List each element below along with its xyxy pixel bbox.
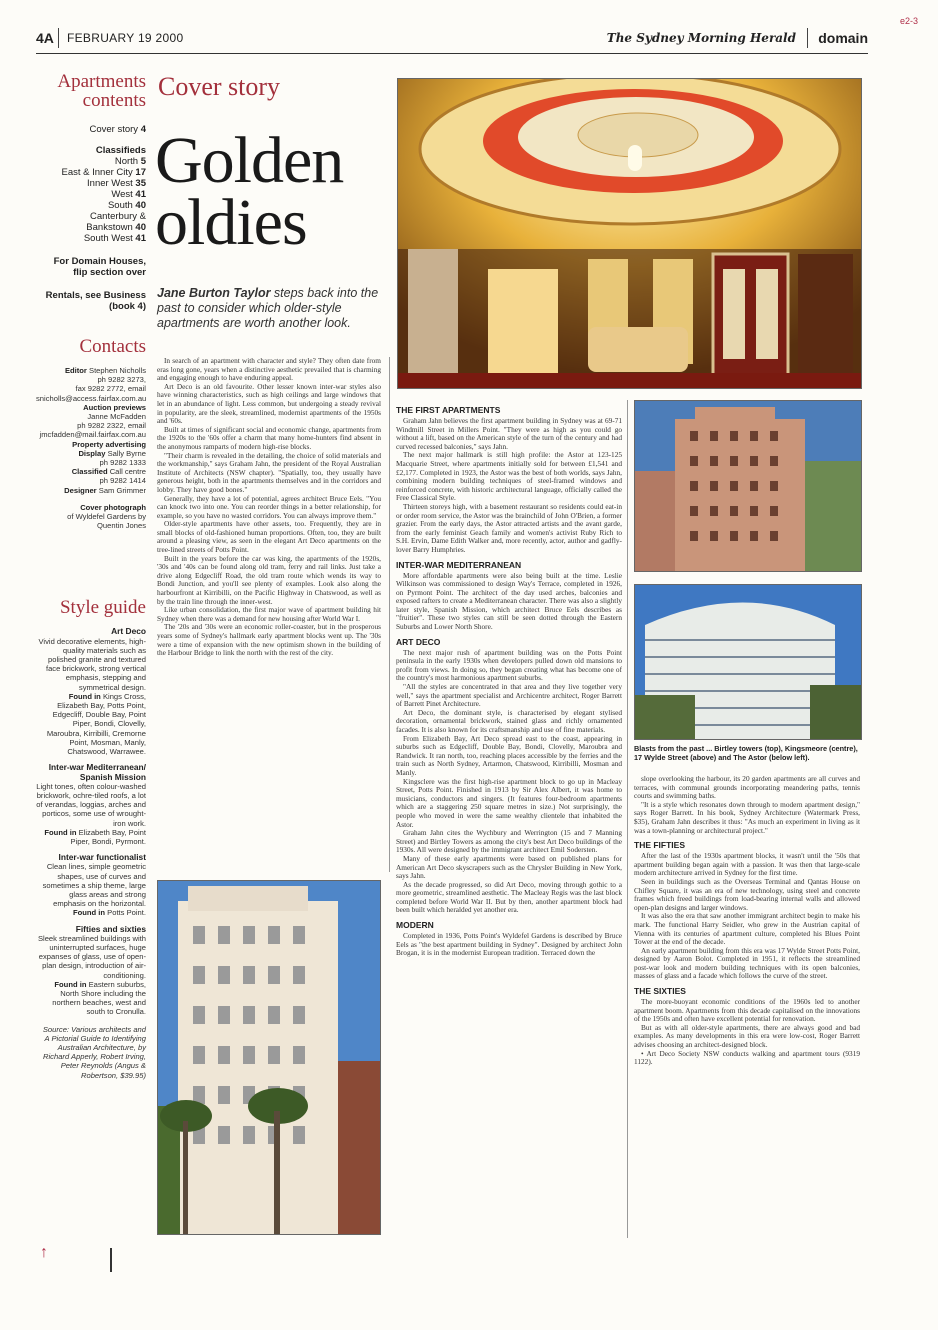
- contacts-list: [36, 366, 146, 495]
- cover-photo-credit: Cover photograph of Wyldefel Gardens by Quentin Jones: [67, 502, 146, 531]
- style-found-in: [36, 908, 146, 917]
- column-rule: [627, 400, 628, 1238]
- classifieds-item: [36, 189, 146, 200]
- contact-line: [36, 394, 146, 403]
- article-paragraph: Built at times of significant social and economic change, apartments from the 1920s to the '60s offer a charm that many home-hunters find absent in the anonymous ramparts of modern high-rise blocks.: [157, 424, 381, 451]
- article-subhead: THE FIRST APARTMENTS: [396, 405, 501, 415]
- wylde-street-image: [635, 585, 862, 740]
- contact-line: [36, 421, 146, 430]
- style-found-in: [36, 980, 146, 1017]
- article-column-1: [157, 357, 381, 872]
- contact-text: ph 9282 1414: [99, 476, 146, 486]
- left-sidebar: [36, 72, 146, 1080]
- found-places: Potts Point.: [107, 908, 146, 918]
- classifieds-page: 41: [135, 233, 146, 244]
- contact-text: jmcfadden@mail.fairfax.com.au: [39, 430, 146, 440]
- contact-line: [36, 486, 146, 495]
- found-places: Eastern suburbs, North Shore including the northern beaches, west and south to Cronulla.: [52, 979, 146, 1017]
- style-name: Fifties and sixties: [75, 923, 146, 934]
- contact-text: fax 9282 2772, email: [75, 384, 146, 394]
- contact-text: Sally Byrne: [105, 448, 146, 458]
- birtley-towers-image: [635, 401, 862, 572]
- classifieds-label: Classifieds: [95, 145, 146, 156]
- contact-text: Sam Grimmer: [96, 485, 146, 495]
- contact-text: ph 9282 3273,: [97, 375, 146, 385]
- article-paragraph: In search of an apartment with character and style? They often date from eras long gone, years when a distinctive aesthetic prevailed that is charming and engaging enough to have enduring appeal.: [157, 357, 381, 383]
- article-column-2: [396, 400, 622, 1238]
- article-paragraph: Like urban consolidation, the first major wave of apartment building hit Sydney when there was a demand for new housing after World War I.: [157, 605, 381, 623]
- article-paragraph: "It is a style which resonates down through to modern apartment design," says Roger Barrett. In his book, Sydney Architecture (Watermark Press, $35), Graham Jahn describes it thus: "As much an experiment in living as it was a town-planning or architectural project.": [634, 799, 860, 835]
- style-guide-entry: [36, 925, 146, 1017]
- article-paragraph: The '20s and '30s were an economic roller-coaster, but in the prosperous years some of Sydney's hallmark early apartment blocks went up. The '30s were a time of expansion with the new optimism shown in the building of the Harbour Bridge to link the north with the rest of the city.: [157, 622, 381, 658]
- contacts-title: Contacts: [79, 336, 146, 357]
- article-paragraph: As the decade progressed, so did Art Deco, moving through gothic to a more geometric, streamlined aesthetic. The Macleay Regis was the last block completed before World War II. But by then, another apartment block had been built which heralded yet another era.: [396, 879, 622, 915]
- classifieds-area: Canterbury &: [90, 211, 146, 222]
- contents-title: Apartments contents: [57, 71, 146, 111]
- classifieds-area: Bankstown: [86, 222, 133, 233]
- section-name: domain: [818, 30, 868, 46]
- style-found-in: [36, 692, 146, 756]
- margin-bar: [110, 1248, 112, 1272]
- standfirst: Jane Burton Taylor steps back into the past to consider which older-style apartments are worth another look.: [157, 286, 379, 330]
- contact-label: Classified: [71, 467, 108, 477]
- style-description: Clean lines, simple geometric shapes, use of curves and sometimes a ship theme, large glass areas and strong emphasis on the horizontal.: [42, 862, 146, 909]
- article-paragraph: Art Deco, the dominant style, is characterised by elegant stylised decoration, ornamental brickwork, stained glass and richly ornamented facades. It is also known for its craftsmanship and use of fine materials.: [396, 707, 622, 734]
- corner-mark: e2-3: [899, 16, 918, 26]
- classifieds-area: South West: [83, 233, 133, 244]
- astor-interior-photo: [397, 78, 862, 389]
- margin-mark: ↑: [40, 1244, 48, 1261]
- article-paragraph: The more-buoyant economic conditions of the 1960s led to another apartment boom. Apartments from this decade capitalised on the innovations of the 1950s and often have excellent potential for renovation.: [634, 997, 860, 1024]
- contact-text: snicholls@access.fairfax.com.au: [36, 393, 147, 403]
- article-paragraph: Many of these early apartments were based on published plans for American Art Deco skyscrapers such as the Chrysler Building in New York, says Jahn.: [396, 853, 622, 881]
- contact-label: Property advertising: [72, 439, 146, 449]
- found-places: Elizabeth Bay, Point Piper, Bondi, Pyrmont.: [70, 827, 146, 846]
- style-guide-list: [36, 627, 146, 1016]
- classifieds-item: [36, 211, 146, 222]
- article-paragraph: From Elizabeth Bay, Art Deco spread east to the coast, appearing in suburbs such as Edgecliff, Double Bay, Bondi, Clovelly, Maroubra and Randwick. It ran north, too, reaching places accessible by the ferries and the train such as North Sydney, Artarmon, Chatswood, Kirribilli, Mosman and Manly.: [396, 733, 622, 777]
- article-paragraph: Thirteen storeys high, with a basement restaurant so residents could eat-in or order room service, the Astor was the brainchild of John O'Brien, a former grazier. From the early days, the Astor attracted artists and the avant garde, from the early feminist Geach family and women's activist Ruby Rich to S.H. Ervin, Dame Edith Walker and, more recently, actor, author and gadfly-lover Barry Humphries.: [396, 501, 622, 554]
- article-subhead: THE FIFTIES: [634, 840, 685, 851]
- style-guide-title: Style guide: [59, 597, 146, 619]
- contact-line: [36, 412, 146, 421]
- page-header: [36, 26, 868, 54]
- style-guide-source: Source: Various architects and A Pictorial Guide to Identifying Australian Architecture, by Richard Apperly, Robert Irving, Peter Reynolds (Angus & Robertson, $39.95): [42, 1024, 146, 1080]
- contact-line: [36, 476, 146, 485]
- article-paragraph: Completed in 1936, Potts Point's Wyldefel Gardens is described by Bruce Eels as "the best apartment building in Sydney". Designed by architect John Brogan, it is in the modernist European tradition. Terraced down the: [396, 931, 622, 958]
- article-paragraph: Art Deco is an old favourite. Other lesser known inter-war styles also have winning characteristics, such as high ceilings and large windows that let in an abundance of light. Less common, but undergoing a steady revival in popularity, are the sleek, streamlined, modernist apartments of the 1950s and '60s.: [157, 381, 381, 426]
- article-paragraph: The next major hallmark is still high profile: the Astor at 123-125 Macquarie Street, where apartments initially sold for between £1,541 and £2,177. Completed in 1923, the Astor was the best of both worlds, says Jahn, combining modern building techniques of steel-framed windows and reinforced concrete, with historic architectural language, officially called the Free Classical Style.: [396, 450, 622, 503]
- article-column-3: [634, 775, 860, 1238]
- found-label: Found in: [68, 691, 101, 701]
- contact-label: Editor: [64, 366, 87, 375]
- header-divider: [807, 28, 808, 48]
- article-paragraph: Built in the years before the car was king, the apartments of the 1920s, '30s and '40s can be found along old tram, ferry and rail links. Just take a drive along Edgecliff Road, the old tram route which wends its way to Bondi Junction, and you'll see plenty of examples. Look also along the harbourfront at Kirribilli, on the Pacific Highway in Chatswood, as well as by the train line through the inner-west.: [157, 553, 381, 606]
- article-paragraph: "All the styles are concentrated in that area and they live together very well," says the apartment specialist and Archicentre architect, Roger Barrett of Barrett Pinet Architecture.: [396, 682, 622, 709]
- astor-interior-image: [398, 79, 862, 389]
- contact-text: ph 9282 1333: [99, 458, 146, 468]
- style-description: Sleek streamlined buildings with uninterrupted surfaces, huge expanses of glass, use of open-plan design, introduction of air-conditioning.: [37, 933, 146, 980]
- byline: Jane Burton Taylor: [157, 286, 271, 300]
- kingsclere-photo: [157, 880, 381, 1235]
- article-paragraph: It was also the era that saw another immigrant architect begin to make his mark. The functional Harry Seidler, who grew in the Austrian capital of Vienna with its centuries of apartment culture, completed his Blues Point Tower at the end of the decade.: [634, 911, 860, 947]
- kingsclere-image: [158, 881, 381, 1235]
- found-places: Kings Cross, Elizabeth Bay, Potts Point, Edgecliff, Double Bay, Point Piper, Bondi, Clovelly, Maroubra, Kirribilli, Cremorne Point, Mosman, Manly, Chatswood, Warrawee.: [46, 691, 146, 757]
- article-paragraph: Seen in buildings such as the Overseas Terminal and Qantas House on Chifley Square, it was an era of new technology, using steel and concrete frames which freed buildings from load-bearing internal walls and allowed open-plan designs and larger windows.: [634, 876, 860, 912]
- birtley-towers-photo: [634, 400, 862, 572]
- contact-line: [36, 375, 146, 384]
- style-guide-entry: [36, 763, 146, 846]
- article-paragraph: Graham Jahn cites the Wychbury and Werrington (15 and 7 Manning Street) and Birtley Towers as among the city's best Art Deco buildings of the 1930s. All were designed by the immigrant architect Emil Sodersten.: [396, 828, 622, 855]
- contact-label: Designer: [64, 485, 97, 495]
- cover-story-kicker: Cover story: [158, 72, 281, 101]
- cover-story-entry: Cover story 4: [89, 124, 146, 135]
- article-paragraph: "Their charm is revealed in the detailing, the choice of solid materials and the workmanship," says Graham Jahn, the president of the Royal Australian Institute of Architects (NSW chapter). "Spatially, too, they usually have generous height, both in the apartments themselves and in the corridors and lobby. They have good bones.": [157, 450, 381, 494]
- contact-line: [36, 458, 146, 467]
- classifieds-page: 40: [135, 222, 146, 233]
- contact-line: [36, 430, 146, 439]
- page-number: 4A: [36, 30, 54, 46]
- article-paragraph: But as with all older-style apartments, there are always good and bad examples. As many developments in this era were low-cost, Roger Barrett advises choosing an architect-designed block.: [634, 1022, 860, 1050]
- classifieds-item: [36, 178, 146, 189]
- article-paragraph: The next major rush of apartment building was on the Potts Point peninsula in the early 1930s when developers pulled down old mansions to profit from views. In doing so, they began creating what has become one of the country's most harmonious apartment suburbs.: [396, 647, 622, 683]
- classifieds-item: [36, 233, 146, 244]
- found-label: Found in: [72, 908, 106, 918]
- classifieds-page: 35: [135, 178, 146, 189]
- classifieds-page: 17: [135, 167, 146, 178]
- style-description: Vivid decorative elements, high-quality materials such as polished granite and textured face brickwork, strong vertical emphasis, stepping and symmetrical design.: [38, 636, 146, 692]
- classifieds-list: [36, 145, 146, 244]
- classifieds-area: West: [111, 189, 133, 200]
- article-subhead: ART DECO: [396, 636, 441, 647]
- style-description: Light tones, often colour-washed brickwork, ochre-tiled roofs, a lot of verandas, loggias, arches and porticos, some use of wrought-iron work.: [36, 781, 146, 828]
- contact-line: [36, 440, 146, 449]
- header-divider: [58, 28, 59, 48]
- found-label: Found in: [44, 827, 77, 837]
- headline: Golden oldies: [155, 124, 344, 259]
- article-subhead: INTER-WAR MEDITERRANEAN: [396, 559, 522, 570]
- article-paragraph: An early apartment building from this era was 17 Wylde Street Potts Point, designed by Aaron Bolot. Completed in 1951, it reflects the streamlined post-war look and modern building techniques with its open balconies, masses of glass and a facade which follows the curve of the street.: [634, 945, 860, 981]
- classifieds-item: [36, 156, 146, 167]
- contact-text: Janne McFadden: [87, 412, 146, 422]
- masthead: The Sydney Morning Herald: [606, 31, 796, 45]
- article-paragraph: After the last of the 1930s apartment blocks, it wasn't until the '50s that apartment building began again with a passion. It was then that large-scale modern architecture arrived in Sydney for the first time.: [634, 851, 860, 878]
- contact-line: [36, 449, 146, 458]
- classifieds-area: South: [107, 200, 133, 211]
- classifieds-page: 40: [135, 200, 146, 211]
- classifieds-area: Inner West: [87, 178, 133, 189]
- classifieds-page: 41: [135, 189, 146, 200]
- contact-text: Call centre: [107, 467, 146, 477]
- classifieds-area: East & Inner City: [61, 167, 133, 178]
- contact-line: [36, 366, 146, 375]
- article-paragraph: Kingsclere was the first high-rise apartment block to go up in Macleay Street, Potts Point. Finished in 1913 by Sir Alex Albert, it was home to musicians, conductors and singers. (It features four-bedroom apartments which are a staggering 250 square metres in size.) Not surprisingly, the people who moved in were the same wealthy clientele that inhabited the Astor.: [396, 776, 622, 829]
- article-paragraph: Generally, they have a lot of potential, agrees architect Bruce Eels. "You can knock two into one. You can reorder things in a better relationship, for example, so you have no wasted corridors. You can always improve them.": [157, 493, 381, 520]
- classifieds-area: North: [114, 156, 139, 167]
- style-found-in: [36, 828, 146, 846]
- article-paragraph: Older-style apartments have other assets, too. Frequently, they are in small blocks of old-fashioned human proportions. Often, too, they are built around a pleasing view, as seen in the elegant Art Deco apartments on the tree-lined streets of Potts Point.: [157, 519, 381, 555]
- contact-label: Auction previews: [83, 402, 146, 412]
- classifieds-item: [36, 200, 146, 211]
- article-paragraph: More affordable apartments were also being built at the time. Leslie Wilkinson was commissioned to design Way's Terrace, completed in 1926, on Pyrmont Point. The architect of the day used arches, balconies and exposed rafters to create a Mediterranean character. There was also a slightly later style, Spanish Mission, which architect Bruce Eels describes as "fruitier". These two styles can still be seen dotted through the Eastern Suburbs and Lower North Shore.: [396, 570, 622, 632]
- column-rule: [389, 357, 390, 872]
- contact-line: [36, 384, 146, 393]
- style-guide-entry: [36, 853, 146, 917]
- style-name: Inter-war functionalist: [58, 852, 146, 863]
- article-paragraph: • Art Deco Society NSW conducts walking and apartment tours (9319 1122).: [634, 1048, 860, 1067]
- wylde-street-photo: [634, 584, 862, 740]
- contact-line: [36, 403, 146, 412]
- found-label: Found in: [54, 979, 87, 989]
- photo-caption: Blasts from the past ... Birtley towers (top), Kingsmeore (centre), 17 Wylde Street (above) and The Astor (below left).: [634, 744, 858, 762]
- style-name: Inter-war Mediterranean/ Spanish Mission: [48, 762, 146, 782]
- rentals-note: Rentals, see Business (book 4): [45, 290, 146, 312]
- style-guide-entry: [36, 627, 146, 756]
- issue-date: FEBRUARY 19 2000: [67, 31, 184, 45]
- classifieds-item: [36, 167, 146, 178]
- contact-label: Display: [78, 448, 106, 458]
- article-paragraph: slope overlooking the harbour, its 20 garden apartments are all curves and terraces, with communal grounds incorporating meandering paths, tennis courts and swimming baths.: [634, 775, 860, 801]
- classifieds-page: 5: [140, 156, 146, 167]
- domain-houses-note: For Domain Houses, flip section over: [53, 256, 146, 278]
- contact-line: [36, 467, 146, 476]
- article-subhead: THE SIXTIES: [634, 986, 686, 997]
- style-name: Art Deco: [111, 626, 146, 637]
- article-subhead: MODERN: [396, 920, 434, 931]
- classifieds-item: [36, 222, 146, 233]
- contact-text: ph 9282 2322, email: [77, 421, 146, 431]
- contact-text: Stephen Nicholls: [86, 366, 146, 375]
- article-paragraph: Graham Jahn believes the first apartment building in Sydney was at 69-71 Windmill Street in Millers Point. "They were as high as you could go without a lift, based on the American style of the turn of the century and had curved recessed balconies," says Jahn.: [396, 416, 622, 451]
